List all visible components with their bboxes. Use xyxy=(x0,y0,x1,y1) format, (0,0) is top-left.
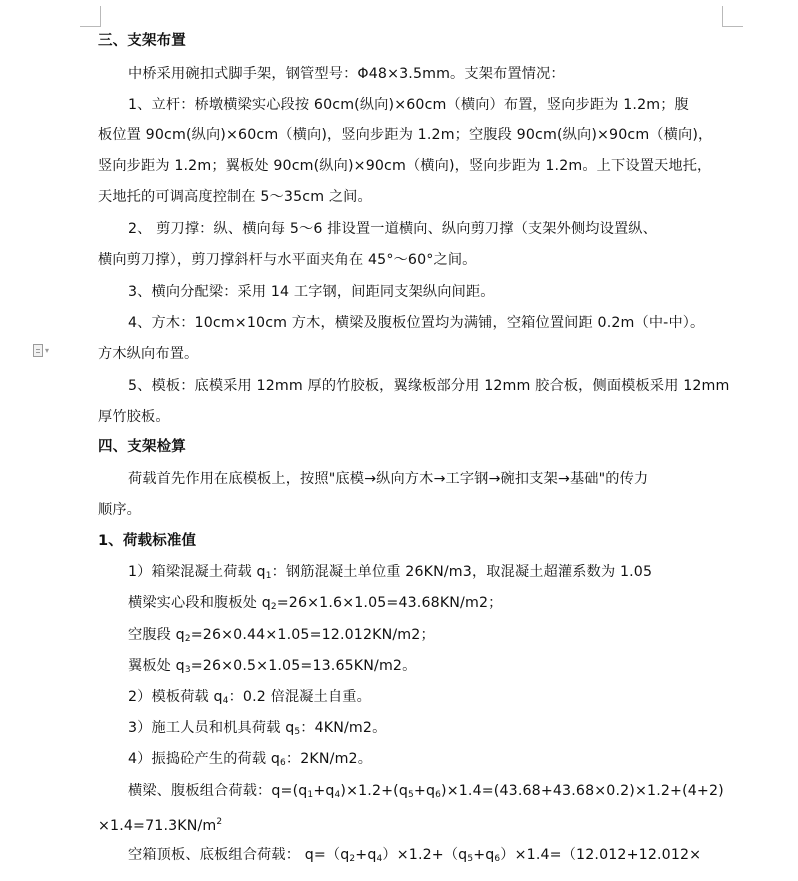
paragraph-6-line-2: 顺序。 xyxy=(98,502,142,518)
page-corner-mark-right xyxy=(722,6,743,27)
load-item-2: 2）模板荷载 $q_4$：0.2 倍混凝土自重。 xyxy=(128,689,371,706)
paragraph-1-line-3: 竖向步距为 1.2m；翼板处 90cm(纵向)×90cm（横向)，竖向步距为 1.2m。上下设置天地托， xyxy=(98,158,712,174)
paragraph-menu[interactable] xyxy=(33,344,49,357)
chevron-down-icon: ▾ xyxy=(45,346,50,355)
load-item-q3: 翼板处 $q_3=26\times 0.5\times 1.05=13.65KN/m2$。 xyxy=(128,658,417,675)
combined-load-formula-2: 空箱顶板、底板组合荷载： $q=(q_2+q_4)\times 1.2+(q_5+q_6)\times 1.4=(12.012+12.012\times$ xyxy=(128,847,702,864)
combined-load-formula-1: 横梁、腹板组合荷载：$q=(q_1+q_4)\times 1.2+(q_5+q_6)\times 1.4=(43.68+43.68\times 0.2)\times 1.2+(4+2)$ xyxy=(128,783,724,800)
load-item-4: 4）振捣砼产生的荷载 $q_6$：2KN/m2。 xyxy=(128,751,373,768)
paragraph-5-line-1: 5、模板：底模采用 12mm 厚的竹胶板，翼缘板部分用 12mm 胶合板，侧面模板采用 12mm xyxy=(128,378,730,394)
paragraph-6-line-1: 荷载首先作用在底模板上，按照"底模→纵向方木→工字钢→碗扣支架→基础"的传力 xyxy=(128,471,649,487)
paragraph-4-line-2: 方木纵向布置。 xyxy=(98,346,199,362)
paragraph-3: 3、横向分配梁：采用 14 工字钢，间距同支架纵向间距。 xyxy=(128,284,495,300)
paragraph-5-line-2: 厚竹胶板。 xyxy=(98,409,170,425)
paragraph-intro: 中桥采用碗扣式脚手架，钢管型号：Φ48×3.5mm。支架布置情况： xyxy=(128,66,565,82)
combined-load-formula-1-result: $\times 1.4=71.3KN/m^2$ xyxy=(98,817,223,834)
paragraph-2-line-2: 横向剪刀撑），剪刀撑斜杆与水平面夹角在 45°～60°之间。 xyxy=(98,252,477,268)
paragraph-1-line-4: 天地托的可调高度控制在 5～35cm 之间。 xyxy=(98,189,372,205)
page-corner-mark-left xyxy=(80,6,101,27)
document-icon xyxy=(33,344,43,357)
load-item-q2-hollow: 空腹段 $q_2=26\times 0.44\times 1.05=12.012KN/m2$； xyxy=(128,627,435,644)
load-item-1: 1）箱梁混凝土荷载 $q_1$：钢筋混凝土单位重 26KN/m3，取混凝土超灌系数为 1.05 xyxy=(128,564,653,581)
section-heading-3: 三、支架布置 xyxy=(98,33,186,49)
paragraph-1-line-2: 板位置 90cm(纵向)×60cm（横向)，竖向步距为 1.2m；空腹段 90cm(纵向)×90cm（横向)， xyxy=(98,127,713,143)
load-item-3: 3）施工人员和机具荷载 $q_5$：4KN/m2。 xyxy=(128,720,387,737)
paragraph-2-line-1: 2、 剪刀撑：纵、横向每 5～6 排设置一道横向、纵向剪刀撑（支架外侧均设置纵、 xyxy=(128,221,657,237)
load-item-q2-solid: 横梁实心段和腹板处 $q_2=26\times 1.6\times 1.05=43.68KN/m2$； xyxy=(128,595,503,612)
subsection-heading-load: 1、荷载标准值 xyxy=(98,533,197,549)
paragraph-4-line-1: 4、方木：10cm×10cm 方木，横梁及腹板位置均为满铺，空箱位置间距 0.2m（中-中）。 xyxy=(128,315,705,331)
paragraph-1-line-1: 1、立杆：桥墩横梁实心段按 60cm(纵向)×60cm（横向）布置，竖向步距为 1.2m；腹 xyxy=(128,97,689,113)
section-heading-4: 四、支架检算 xyxy=(98,439,186,455)
